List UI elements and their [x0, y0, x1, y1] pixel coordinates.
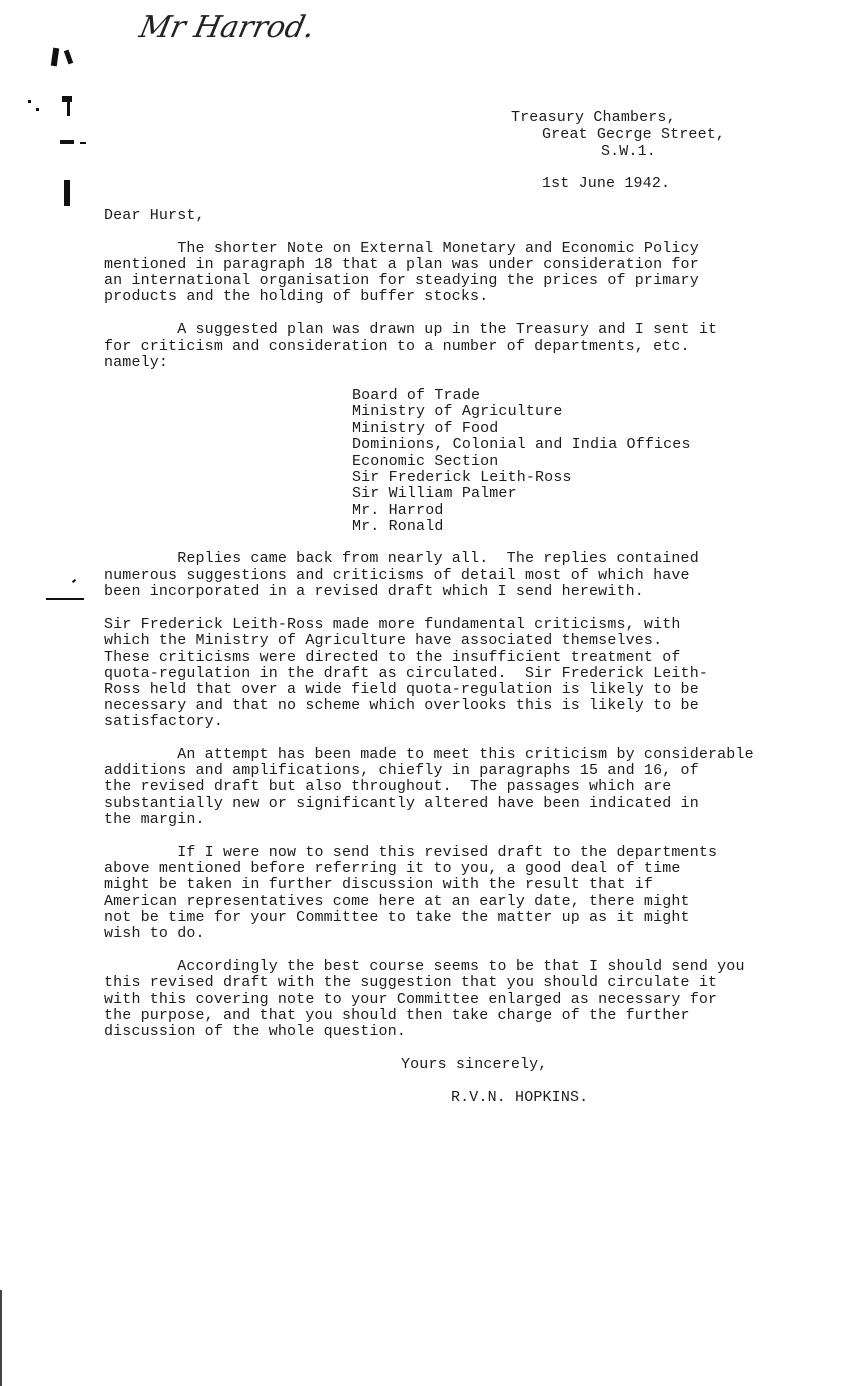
paragraph-1-line: The shorter Note on External Monetary and Economic Policy	[104, 240, 699, 257]
paragraph-7-line: this revised draft with the suggestion that you should circulate it	[104, 974, 718, 991]
department-item: Board of Trade	[352, 387, 481, 404]
paragraph-5-line: the margin.	[104, 811, 205, 828]
department-item: Economic Section	[352, 453, 499, 470]
paragraph-7-line: the purpose, and that you should then take charge of the further	[104, 1007, 690, 1024]
department-item: Dominions, Colonial and India Offices	[352, 436, 691, 453]
margin-mark-5	[28, 100, 31, 103]
paragraph-6-line: above mentioned before referring it to you, a good deal of time	[104, 860, 681, 877]
paragraph-6-line: not be time for your Committee to take the matter up as it might	[104, 909, 690, 926]
paragraph-2-line: namely:	[104, 354, 169, 371]
paragraph-3-line: numerous suggestions and criticisms of detail most of which have	[104, 567, 690, 584]
address-line-1: Treasury Chambers,	[511, 109, 676, 126]
margin-mark-7	[60, 140, 74, 144]
paragraph-5-line: substantially new or significantly altered have been indicated in	[104, 795, 699, 812]
paragraph-4-line: satisfactory.	[104, 713, 223, 730]
paragraph-2-line: for criticism and consideration to a number of departments, etc.	[104, 338, 690, 355]
margin-mark-4	[67, 100, 70, 116]
department-item: Sir William Palmer	[352, 485, 517, 502]
department-item: Mr. Ronald	[352, 518, 444, 535]
paragraph-1-line: products and the holding of buffer stocks.	[104, 288, 489, 305]
paragraph-5-line: additions and amplifications, chiefly in paragraphs 15 and 16, of	[104, 762, 699, 779]
paragraph-7-line: Accordingly the best course seems to be that I should send you	[104, 958, 745, 975]
paragraph-4-line: Sir Frederick Leith-Ross made more fundamental criticisms, with	[104, 616, 681, 633]
margin-mark-8	[80, 142, 86, 144]
department-item: Ministry of Agriculture	[352, 403, 563, 420]
paragraph-3-line: been incorporated in a revised draft which I send herewith.	[104, 583, 644, 600]
address-line-2: Great Gecrge Street,	[542, 126, 726, 143]
department-item: Ministry of Food	[352, 420, 499, 437]
paragraph-6-line: American representatives come here at an early date, there might	[104, 893, 690, 910]
paragraph-5-line: the revised draft but also throughout. The passages which are	[104, 778, 672, 795]
paragraph-4-line: which the Ministry of Agriculture have associated themselves.	[104, 632, 663, 649]
paragraph-4-line: These criticisms were directed to the insufficient treatment of	[104, 649, 681, 666]
margin-rule	[46, 598, 84, 600]
paragraph-4-line: Ross held that over a wide field quota-regulation is likely to be	[104, 681, 699, 698]
handwritten-annotation: Mr Harrod.	[136, 10, 318, 45]
paragraph-4-line: quota-regulation in the draft as circulated. Sir Frederick Leith-	[104, 665, 708, 682]
paragraph-7-line: discussion of the whole question.	[104, 1023, 406, 1040]
paragraph-6-line: If I were now to send this revised draft to the departments	[104, 844, 718, 861]
margin-mark-9	[64, 180, 70, 206]
margin-tick	[72, 579, 76, 583]
margin-mark-2	[64, 50, 73, 65]
paragraph-2-line: A suggested plan was drawn up in the Treasury and I sent it	[104, 321, 718, 338]
salutation: Dear Hurst,	[104, 207, 205, 224]
department-item: Sir Frederick Leith-Ross	[352, 469, 572, 486]
address-line-3: S.W.1.	[601, 143, 656, 160]
margin-mark-1	[51, 48, 59, 67]
paragraph-6-line: might be taken in further discussion with the result that if	[104, 876, 654, 893]
paragraph-4-line: necessary and that no scheme which overlooks this is likely to be	[104, 697, 699, 714]
paragraph-1-line: mentioned in paragraph 18 that a plan was under consideration for	[104, 256, 699, 273]
scan-edge	[0, 1290, 2, 1386]
paragraph-6-line: wish to do.	[104, 925, 205, 942]
paragraph-5-line: An attempt has been made to meet this criticism by considerable	[104, 746, 754, 763]
margin-mark-6	[36, 108, 39, 111]
paragraph-1-line: an international organisation for steadying the prices of primary	[104, 272, 699, 289]
department-item: Mr. Harrod	[352, 502, 444, 519]
closing-phrase: Yours sincerely,	[401, 1056, 548, 1073]
letter-date: 1st June 1942.	[542, 175, 671, 192]
paragraph-3-line: Replies came back from nearly all. The replies contained	[104, 550, 699, 567]
signature: R.V.N. HOPKINS.	[451, 1089, 589, 1106]
paragraph-7-line: with this covering note to your Committee enlarged as necessary for	[104, 991, 718, 1008]
